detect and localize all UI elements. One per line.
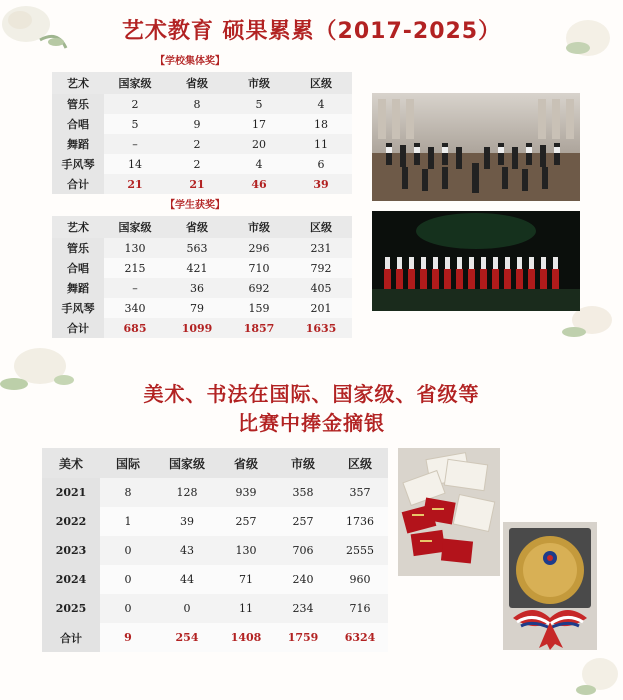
table-cell: 340 (104, 298, 166, 318)
row-label: 合唱 (52, 258, 104, 278)
table-cell: 201 (290, 298, 352, 318)
row-label: 2023 (42, 536, 100, 565)
table-row (52, 238, 352, 258)
table-row (52, 278, 352, 298)
table-cell: 716 (332, 594, 388, 623)
table-header-row (52, 216, 352, 238)
table-cell: – (104, 134, 166, 154)
table-cell: – (104, 278, 166, 298)
table-header-cell: 国家级 (104, 216, 166, 238)
total-cell: 6324 (332, 623, 388, 652)
total-cell: 254 (156, 623, 218, 652)
table-row (52, 258, 352, 278)
table-row (52, 94, 352, 114)
row-label: 合计 (42, 623, 100, 652)
table-cell: 0 (100, 594, 156, 623)
table-cell: 11 (290, 134, 352, 154)
table-cell: 1736 (332, 507, 388, 536)
student-awards-table (52, 216, 352, 338)
table-header-cell: 市级 (228, 72, 290, 94)
table-cell: 296 (228, 238, 290, 258)
table-cell: 36 (166, 278, 228, 298)
table-cell: 6 (290, 154, 352, 174)
table-header-cell: 省级 (218, 448, 274, 478)
table-header-cell: 美术 (42, 448, 100, 478)
table-row (52, 134, 352, 154)
table-cell: 706 (274, 536, 332, 565)
table-cell: 692 (228, 278, 290, 298)
row-label: 合唱 (52, 114, 104, 134)
table-cell: 8 (100, 478, 156, 507)
table-cell: 2 (104, 94, 166, 114)
table-cell: 357 (332, 478, 388, 507)
school-awards-tag: 【学校集体奖】 (155, 56, 225, 67)
total-cell: 1759 (274, 623, 332, 652)
table-header-cell: 国际 (100, 448, 156, 478)
table-cell: 234 (274, 594, 332, 623)
table-cell: 79 (166, 298, 228, 318)
table-cell: 257 (274, 507, 332, 536)
table-header-cell: 区级 (290, 216, 352, 238)
table-cell: 2555 (332, 536, 388, 565)
table-cell: 159 (228, 298, 290, 318)
row-label: 管乐 (52, 238, 104, 258)
table-header-cell: 区级 (290, 72, 352, 94)
table-cell: 710 (228, 258, 290, 278)
table-header-cell: 省级 (166, 72, 228, 94)
table-cell: 1 (100, 507, 156, 536)
table-cell: 0 (100, 565, 156, 594)
row-label: 2025 (42, 594, 100, 623)
total-cell: 1408 (218, 623, 274, 652)
table-cell: 960 (332, 565, 388, 594)
table-cell: 20 (228, 134, 290, 154)
table-cell: 18 (290, 114, 352, 134)
total-cell: 1099 (166, 318, 228, 338)
table-cell: 5 (104, 114, 166, 134)
table-cell: 2 (166, 134, 228, 154)
total-cell: 39 (290, 174, 352, 194)
table-cell: 17 (228, 114, 290, 134)
table-cell: 215 (104, 258, 166, 278)
fine-arts-table (42, 448, 388, 652)
table-cell: 11 (218, 594, 274, 623)
table-cell: 128 (156, 478, 218, 507)
row-label: 舞蹈 (52, 134, 104, 154)
total-cell: 21 (166, 174, 228, 194)
table-header-cell: 市级 (274, 448, 332, 478)
table-cell: 358 (274, 478, 332, 507)
gold-medal-photo (503, 522, 597, 650)
table-row (52, 154, 352, 174)
table-total-row (42, 623, 388, 652)
table-header-cell: 国家级 (104, 72, 166, 94)
table-cell: 792 (290, 258, 352, 278)
total-cell: 9 (100, 623, 156, 652)
row-label: 手风琴 (52, 298, 104, 318)
band-concert-photo (372, 93, 580, 201)
total-cell: 1857 (228, 318, 290, 338)
table-header-cell: 市级 (228, 216, 290, 238)
table-header-row (42, 448, 388, 478)
table-header-cell: 省级 (166, 216, 228, 238)
table-cell: 39 (156, 507, 218, 536)
table-cell: 421 (166, 258, 228, 278)
table-row (42, 565, 388, 594)
table-row (52, 114, 352, 134)
table-cell: 405 (290, 278, 352, 298)
table-header-cell: 国家级 (156, 448, 218, 478)
table-total-row (52, 318, 352, 338)
student-awards-tag: 【学生获奖】 (165, 200, 225, 211)
table-cell: 0 (100, 536, 156, 565)
row-label: 2021 (42, 478, 100, 507)
row-label: 2022 (42, 507, 100, 536)
table-cell: 257 (218, 507, 274, 536)
table-header-cell: 艺术 (52, 72, 104, 94)
table-cell: 563 (166, 238, 228, 258)
total-cell: 1635 (290, 318, 352, 338)
table-header-cell: 艺术 (52, 216, 104, 238)
row-label: 2024 (42, 565, 100, 594)
table-row (52, 298, 352, 318)
table-header-cell: 区级 (332, 448, 388, 478)
row-label: 管乐 (52, 94, 104, 114)
total-cell: 46 (228, 174, 290, 194)
section-title-line2: 比赛中捧金摘银 (238, 411, 385, 435)
dance-performance-photo (372, 211, 580, 311)
row-label: 手风琴 (52, 154, 104, 174)
table-row (42, 507, 388, 536)
total-cell: 685 (104, 318, 166, 338)
table-row (42, 594, 388, 623)
table-cell: 4 (290, 94, 352, 114)
table-cell: 44 (156, 565, 218, 594)
school-awards-table (52, 72, 352, 194)
table-cell: 5 (228, 94, 290, 114)
certificates-photo (398, 448, 500, 576)
table-cell: 939 (218, 478, 274, 507)
section-title-line1: 美术、书法在国际、国家级、省级等 (143, 382, 480, 406)
table-cell: 71 (218, 565, 274, 594)
table-total-row (52, 174, 352, 194)
flower-decoration-bottom-right (574, 648, 623, 700)
table-row (42, 478, 388, 507)
table-cell: 130 (218, 536, 274, 565)
total-cell: 21 (104, 174, 166, 194)
table-cell: 0 (156, 594, 218, 623)
table-header-row (52, 72, 352, 94)
table-cell: 130 (104, 238, 166, 258)
row-label: 合计 (52, 318, 104, 338)
row-label: 合计 (52, 174, 104, 194)
table-cell: 4 (228, 154, 290, 174)
table-cell: 2 (166, 154, 228, 174)
table-cell: 8 (166, 94, 228, 114)
row-label: 舞蹈 (52, 278, 104, 298)
page-title: 艺术教育 硕果累累（2017-2025） (121, 19, 502, 44)
table-row (42, 536, 388, 565)
table-cell: 9 (166, 114, 228, 134)
table-cell: 14 (104, 154, 166, 174)
table-cell: 43 (156, 536, 218, 565)
table-cell: 240 (274, 565, 332, 594)
table-cell: 231 (290, 238, 352, 258)
